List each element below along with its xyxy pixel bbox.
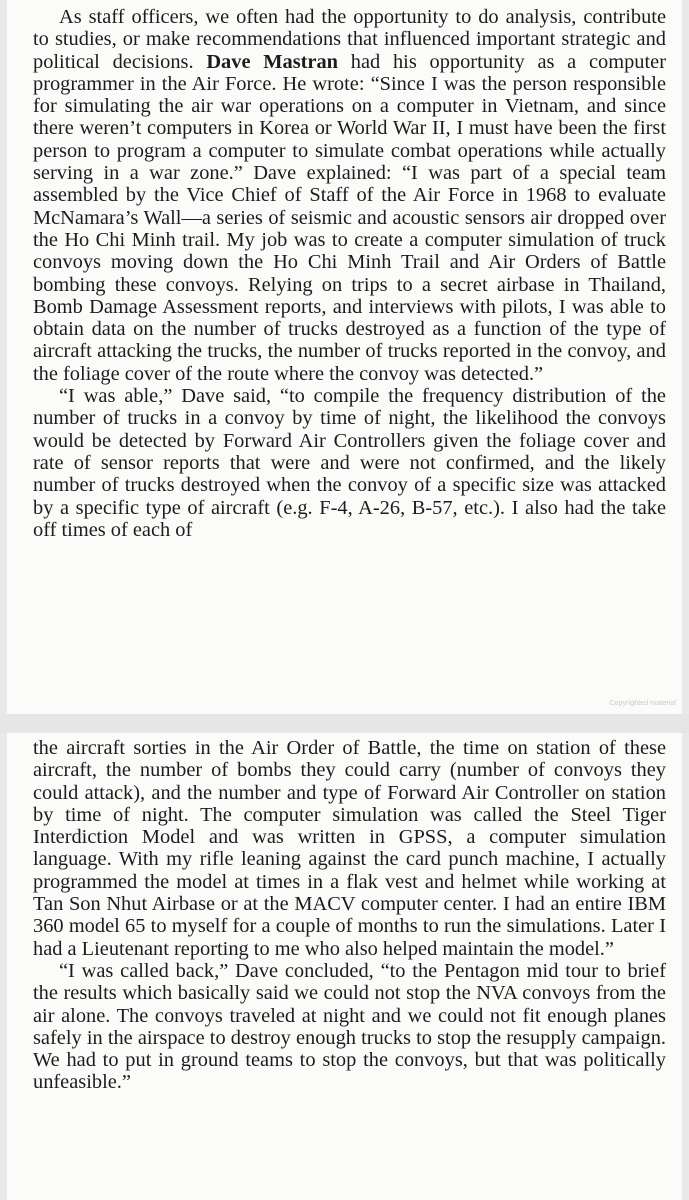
- book-page-bottom: [7, 733, 682, 1200]
- paragraph-staff-officers: [33, 6, 666, 385]
- paragraph-text-before-name: As staff officers, we often had the opportunity to do analysis, contribute to studies, or make recommendations that influenced important strategic and political decisions.: [33, 6, 666, 73]
- page-text: [33, 6, 666, 541]
- page-gap-divider: [0, 714, 689, 733]
- paragraph-called-back: “I was called back,” Dave concluded, “to the Pentagon mid tour to brief the results which basically said we could not stop the NVA convoys from the air alone. The convoys traveled at night and we could not fit enough planes safely in the airspace to destroy enough trucks to stop the resupply campaign. We had to put in ground teams to stop the convoys, but that was politically unfeasible.”: [33, 959, 666, 1094]
- paragraph-aircraft-sorties: the aircraft sorties in the Air Order of Battle, the time on station of these aircraft, the number of bombs they could carry (number of convoys they could attack), and the number and type of Forward Air Controller on station by time of night. The computer simulation was called the Steel Tiger Interdiction Model and was written in GPSS, a computer simulation language. With my rifle leaning against the card punch machine, I actually programmed the model at times in a flak vest and helmet while working at Tan Son Nhut Airbase or at the MACV computer center. I had an entire IBM 360 model 65 to myself for a couple of months to run the simulations. Later I had a Lieutenant reporting to me who also helped maintain the model.”: [33, 737, 666, 960]
- bold-name: Dave Mastran: [206, 50, 339, 73]
- paragraph-i-was-able: “I was able,” Dave said, “to compile the frequency distribution of the number of trucks in a convoy by time of night, the likelihood the convoys would be detected by Forward Air Controllers given the foliage cover and rate of sensor reports that were and were not confirmed, and the likely number of trucks destroyed when the convoy of a specific size was attacked by a specific type of aircraft (e.g. F-4, A-26, B-57, etc.). I also had the take off times of each of: [33, 385, 666, 541]
- paragraph-text-after-name: had his opportunity as a computer programmer in the Air Force. He wrote: “Since I was the person responsible for simulating the air war operations on a computer in Vietnam, and since there weren’t computers in Korea or World War II, I must have been the first person to program a computer to simulate combat operations while actually serving in a war zone.” Dave explained: “I was part of a special team assembled by the Vice Chief of Staff of the Air Force in 1968 to evaluate McNamara’s Wall—a series of seismic and acoustic sensors air dropped over the Ho Chi Minh trail. My job was to create a computer simulation of truck convoys moving down the Ho Chi Minh Trail and Air Orders of Battle bombing these convoys. Relying on trips to a secret airbase in Thailand, Bomb Damage Assessment reports, and interviews with pilots, I was able to obtain data on the number of trucks destroyed as a function of the type of aircraft attacking the trucks, the number of trucks reported in the convoy, and the foliage cover of the route where the convoy was detected.”: [33, 50, 666, 385]
- page-text: [33, 737, 666, 1094]
- book-page-top: [7, 0, 682, 714]
- copyright-watermark: Copyrighted material: [609, 700, 676, 707]
